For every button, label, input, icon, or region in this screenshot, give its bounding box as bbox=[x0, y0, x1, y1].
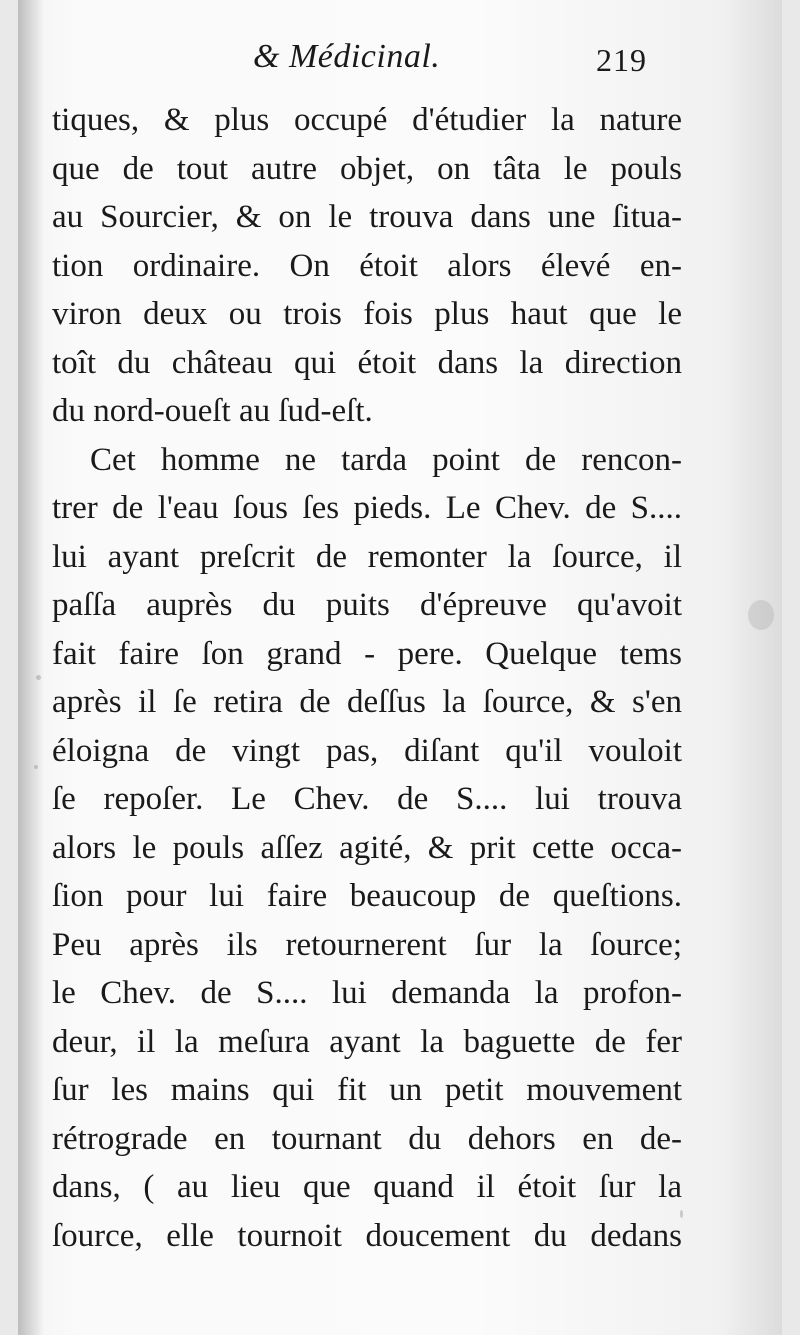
text-line: éloigna de vingt pas, diſant qu'il vouloit bbox=[52, 732, 682, 769]
text-line: après il ſe retira de deſſus la ſource, & s'en bbox=[52, 684, 682, 720]
body-text bbox=[52, 96, 682, 1260]
paper-speck bbox=[680, 1210, 683, 1218]
text-line: tiques, & plus occupé d'étudier la nature bbox=[52, 102, 682, 138]
paper-speck bbox=[36, 675, 41, 680]
running-head bbox=[0, 38, 800, 88]
text-line: le Chev. de S.... lui demanda la profon- bbox=[52, 975, 682, 1011]
text-line: alors le pouls aſſez agité, & prit cette occa- bbox=[52, 829, 682, 866]
text-line: ſur les mains qui fit un petit mouvement bbox=[52, 1072, 682, 1108]
text-line: lui ayant preſcrit de remonter la ſource, il bbox=[52, 538, 682, 575]
text-line: viron deux ou trois fois plus haut que le bbox=[52, 296, 682, 332]
text-line: que de tout autre objet, on tâta le pouls bbox=[52, 150, 682, 187]
text-line: ſource, elle tournoit doucement du dedans bbox=[52, 1217, 682, 1254]
page-gutter-shadow bbox=[18, 0, 44, 1335]
text-line: au Sourcier, & on le trouva dans une ſitua- bbox=[52, 199, 682, 235]
paragraph-first-line: Cet homme ne tarda point de rencon- bbox=[90, 441, 682, 478]
text-line: fait faire ſon grand - pere. Quelque tems bbox=[52, 635, 682, 672]
text-line: paſſa auprès du puits d'épreuve qu'avoit bbox=[52, 587, 682, 623]
text-line: deur, il la meſura ayant la baguette de fer bbox=[52, 1023, 682, 1060]
paper-speck bbox=[748, 600, 774, 630]
text-line: ſe repoſer. Le Chev. de S.... lui trouva bbox=[52, 781, 682, 817]
text-line: dans, ( au lieu que quand il étoit ſur la bbox=[52, 1169, 682, 1205]
text-line: tion ordinaire. On étoit alors élevé en- bbox=[52, 247, 682, 284]
text-line: du nord-oueſt au ſud-eſt. bbox=[52, 393, 373, 429]
text-line: ſion pour lui faire beaucoup de queſtions. bbox=[52, 878, 682, 914]
running-title: & Médicinal. bbox=[253, 38, 441, 75]
text-line: Peu après ils retournerent ſur la ſource; bbox=[52, 926, 682, 963]
page-number: 219 bbox=[596, 42, 647, 78]
text-line: trer de l'eau ſous ſes pieds. Le Chev. de S.... bbox=[52, 490, 682, 526]
paper-speck bbox=[34, 765, 38, 769]
text-line: rétrograde en tournant du dehors en de- bbox=[52, 1120, 682, 1157]
text-line: toît du château qui étoit dans la direction bbox=[52, 344, 682, 381]
